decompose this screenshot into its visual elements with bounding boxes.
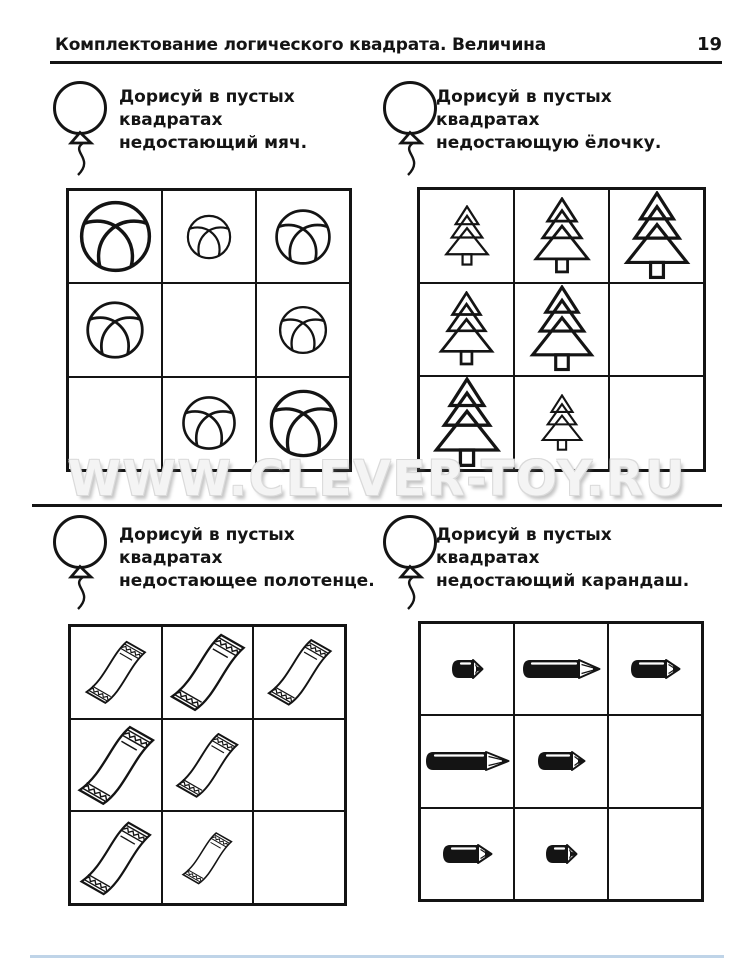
instruction-line: недостающий мяч. [119, 133, 308, 153]
grid-cell-pencil [420, 808, 514, 900]
ball-icon [180, 394, 238, 452]
instruction-line: недостающее полотенце. [119, 571, 375, 591]
ball-icon [84, 299, 146, 361]
grid-cell-pencil [514, 715, 608, 807]
towel-icon [74, 811, 159, 904]
grid-cell-ball [256, 190, 350, 283]
instruction-line: недостающую ёлочку. [436, 133, 662, 153]
tree-icon [527, 285, 597, 373]
grid-cell-pencil [514, 623, 608, 715]
grid-cell-tree [514, 376, 609, 470]
grid-cell-empty [608, 715, 702, 807]
grid-cell-empty [253, 811, 345, 904]
grid-cell-towel [162, 811, 254, 904]
grid-cell-empty [608, 808, 702, 900]
instruction-pencils [436, 524, 698, 593]
grid-cell-towel [162, 626, 254, 719]
logic-grid-balls [66, 188, 352, 472]
grid-cell-towel [253, 626, 345, 719]
header-divider [50, 61, 722, 64]
grid-cell-ball [68, 283, 162, 376]
instruction-line: Дорисуй в пустых квадратах [119, 87, 295, 130]
grid-cell-ball [256, 283, 350, 376]
tree-icon [621, 191, 693, 281]
pencil-icon [441, 843, 493, 865]
pencil-icon [544, 843, 578, 865]
grid-cell-empty [68, 377, 162, 470]
towel-icon [170, 724, 245, 806]
instruction-line: Дорисуй в пустых квадратах [436, 87, 612, 130]
grid-cell-tree [514, 189, 609, 283]
towel-icon [177, 825, 237, 891]
instruction-balls [119, 86, 381, 155]
ball-icon [267, 387, 340, 460]
pencil-icon [536, 750, 586, 772]
grid-cell-pencil [514, 808, 608, 900]
balloon-icon [380, 514, 442, 610]
grid-cell-empty [609, 376, 704, 470]
pencil-icon [450, 658, 484, 680]
pencil-icon [521, 658, 601, 680]
pencil-icon [424, 750, 510, 772]
ball-icon [277, 304, 329, 356]
instruction-line: недостающий карандаш. [436, 571, 690, 591]
grid-cell-pencil [420, 623, 514, 715]
page-title: Комплектование логического квадрата. Величина [55, 35, 546, 55]
watermark: WWW.CLEVER-TOY.RU [67, 451, 687, 507]
grid-cell-tree [419, 376, 514, 470]
logic-grid-pencils [418, 621, 704, 902]
ball-icon [273, 207, 333, 267]
instruction-towels [119, 524, 381, 593]
grid-cell-empty [253, 719, 345, 812]
instruction-line: Дорисуй в пустых квадратах [436, 525, 612, 568]
balloon-icon [50, 80, 112, 176]
ball-icon [185, 213, 233, 261]
grid-cell-towel [162, 719, 254, 812]
grid-cell-towel [70, 626, 162, 719]
towel-icon [261, 630, 338, 714]
grid-cell-ball [162, 190, 256, 283]
tree-icon [442, 205, 492, 267]
tree-icon [531, 197, 593, 275]
instruction-line: Дорисуй в пустых квадратах [119, 525, 295, 568]
towel-icon [163, 626, 252, 719]
grid-cell-towel [70, 811, 162, 904]
grid-cell-ball [162, 377, 256, 470]
grid-cell-empty [609, 283, 704, 377]
grid-cell-empty [162, 283, 256, 376]
balloon-icon [380, 80, 442, 176]
grid-cell-tree [419, 283, 514, 377]
bottom-edge-line [30, 955, 724, 958]
tree-icon [430, 377, 504, 469]
middle-divider [32, 504, 722, 507]
tree-icon [436, 291, 497, 367]
page-number: 19 [696, 34, 722, 55]
towel-icon [79, 633, 152, 713]
tree-icon [539, 394, 585, 452]
logic-grid-towels [68, 624, 347, 906]
grid-cell-pencil [420, 715, 514, 807]
grid-cell-ball [68, 190, 162, 283]
grid-cell-tree [419, 189, 514, 283]
grid-cell-tree [514, 283, 609, 377]
towel-icon [71, 719, 162, 812]
grid-cell-towel [70, 719, 162, 812]
pencil-icon [629, 658, 681, 680]
grid-cell-ball [256, 377, 350, 470]
ball-icon [77, 198, 154, 275]
logic-grid-trees [417, 187, 706, 472]
instruction-trees [436, 86, 698, 155]
grid-cell-pencil [608, 623, 702, 715]
balloon-icon [50, 514, 112, 610]
grid-cell-tree [609, 189, 704, 283]
